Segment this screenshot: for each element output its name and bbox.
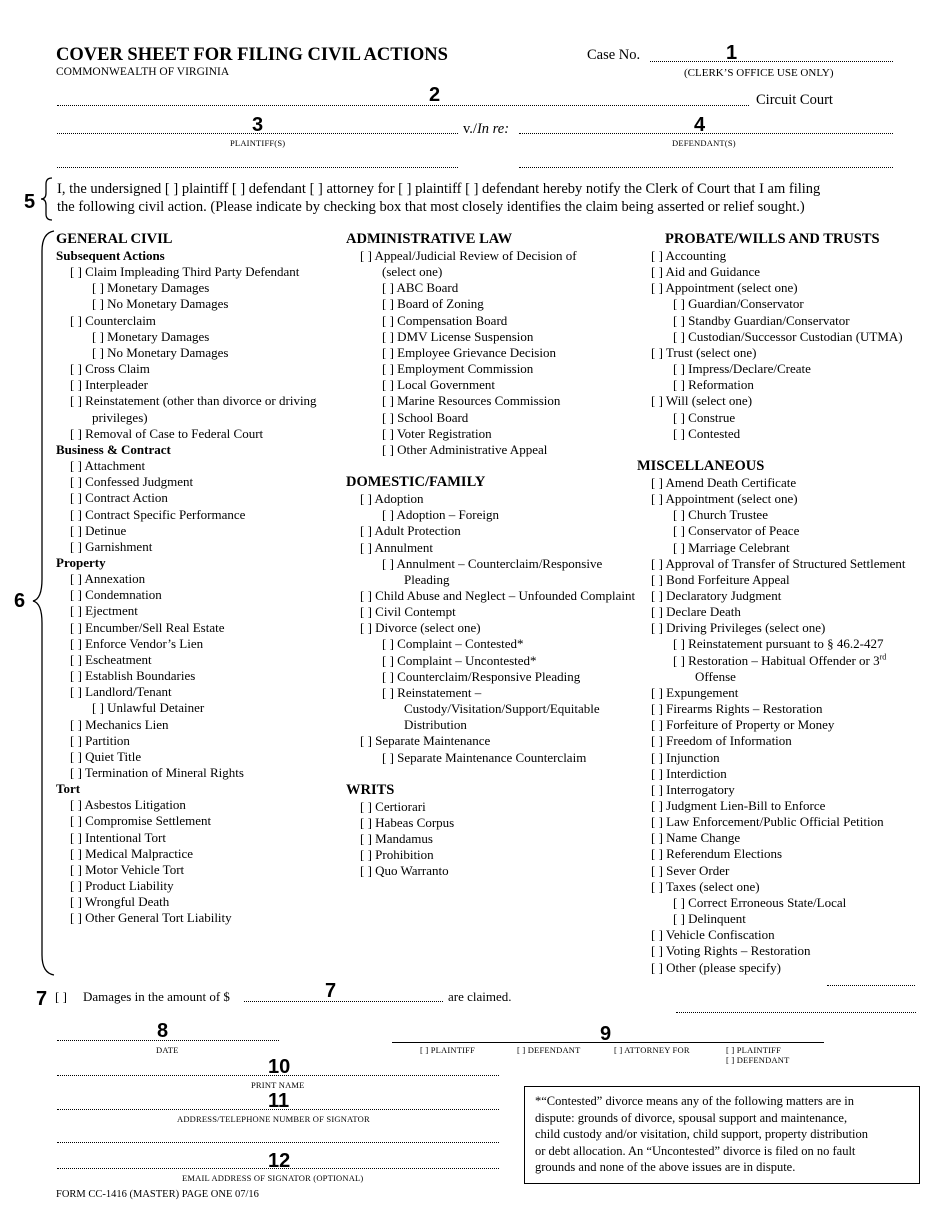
checkbox-item[interactable]: [ ] Amend Death Certificate bbox=[651, 474, 797, 490]
checkbox-item[interactable]: [ ] Referendum Elections bbox=[651, 846, 783, 862]
checkbox-item[interactable]: [ ] Mechanics Lien bbox=[70, 716, 169, 732]
checkbox-item[interactable]: [ ] Guardian/Conservator bbox=[673, 296, 804, 312]
damages-checkbox[interactable]: [ ] bbox=[55, 989, 67, 1004]
checkbox-item[interactable]: [ ] Claim Impleading Third Party Defendant bbox=[70, 264, 300, 280]
checkbox-item[interactable]: [ ] Adult Protection bbox=[360, 523, 461, 539]
checkbox-item[interactable]: [ ] DMV License Suspension bbox=[382, 328, 534, 344]
checkbox-item[interactable]: [ ] Quiet Title bbox=[70, 748, 142, 764]
other-specify-field-2[interactable] bbox=[676, 1012, 916, 1013]
checkbox-item[interactable]: [ ] School Board bbox=[382, 409, 469, 425]
checkbox-item[interactable]: [ ] Certiorari bbox=[360, 798, 426, 814]
checkbox-item[interactable]: [ ] Ejectment bbox=[70, 603, 138, 619]
checkbox-item[interactable]: [ ] Complaint – Uncontested* bbox=[382, 652, 537, 668]
admin-domestic-column bbox=[346, 231, 636, 879]
checkbox-item[interactable]: [ ] Vehicle Confiscation bbox=[651, 927, 775, 943]
checkbox-item[interactable]: [ ] Bond Forfeiture Appeal bbox=[651, 571, 790, 587]
form-subtitle: COMMONWEALTH OF VIRGINIA bbox=[56, 66, 230, 78]
checkbox-item[interactable]: [ ] Interdiction bbox=[651, 765, 727, 781]
checkbox-item[interactable]: [ ] Employment Commission bbox=[382, 361, 534, 377]
sig-plaintiff[interactable]: [ ] PLAINTIFF bbox=[420, 1045, 476, 1055]
checkbox-item[interactable]: [ ] Board of Zoning bbox=[382, 296, 484, 312]
checkbox-item[interactable]: [ ] Trust (select one) bbox=[651, 344, 757, 360]
misc-heading: MISCELLANEOUS bbox=[637, 457, 765, 474]
checkbox-item[interactable]: [ ] Other (please specify) bbox=[651, 959, 781, 975]
probate-heading: PROBATE/WILLS AND TRUSTS bbox=[665, 231, 880, 247]
checkbox-item[interactable]: [ ] Standby Guardian/Conservator bbox=[673, 312, 850, 328]
checkbox-item[interactable]: [ ] Counterclaim bbox=[70, 312, 156, 328]
checkbox-item[interactable]: [ ] Quo Warranto bbox=[360, 863, 449, 879]
marker-5: 5 bbox=[24, 191, 36, 213]
checkbox-item[interactable]: [ ] Habeas Corpus bbox=[360, 814, 455, 830]
checkbox-item[interactable]: [ ] Counterclaim/Responsive Pleading bbox=[382, 668, 581, 684]
note-line: or debt allocation. An “Uncontested” divorce is filed on no fault bbox=[535, 1143, 856, 1158]
marker-8: 8 bbox=[157, 1020, 169, 1042]
checkbox-item[interactable]: [ ] Product Liability bbox=[70, 878, 174, 894]
checkbox-item[interactable]: [ ] Correct Erroneous State/Local bbox=[673, 894, 847, 910]
defendant-field-2[interactable] bbox=[519, 167, 893, 168]
damages-post: are claimed. bbox=[448, 989, 512, 1004]
case-no-label: Case No. bbox=[587, 47, 641, 63]
checkbox-item[interactable]: [ ] Removal of Case to Federal Court bbox=[70, 425, 264, 441]
checkbox-item[interactable]: [ ] Other General Tort Liability bbox=[70, 910, 232, 926]
checkbox-item[interactable]: [ ] Reinstatement pursuant to § 46.2-427 bbox=[673, 636, 884, 652]
case-no-field[interactable] bbox=[650, 61, 893, 62]
note-line: grounds and none of the above issues are in dispute. bbox=[535, 1160, 796, 1174]
checkbox-item[interactable]: [ ] Motor Vehicle Tort bbox=[70, 861, 185, 877]
checkbox-item[interactable]: [ ] Appointment (select one) bbox=[651, 280, 798, 296]
checkbox-item[interactable]: [ ] Adoption bbox=[360, 491, 424, 507]
checkbox-item[interactable]: [ ] Adoption – Foreign bbox=[382, 507, 499, 523]
date-label: DATE bbox=[156, 1045, 179, 1055]
marker-11: 11 bbox=[268, 1090, 290, 1112]
in-re-text: In re: bbox=[476, 121, 510, 137]
checkbox-item[interactable]: [ ] Voter Registration bbox=[382, 425, 492, 441]
checkbox-item[interactable]: [ ] Unlawful Detainer bbox=[92, 700, 205, 716]
checkbox-item[interactable]: [ ] Detinue bbox=[70, 522, 127, 538]
checkbox-item[interactable]: [ ] Forfeiture of Property or Money bbox=[651, 717, 835, 733]
checkbox-item[interactable]: [ ] Accounting bbox=[651, 248, 727, 263]
checkbox-item[interactable]: [ ] Reinstatement (other than divorce or driving privileges) bbox=[70, 393, 317, 425]
checkbox-item[interactable]: [ ] Prohibition bbox=[360, 847, 434, 863]
subsequent-actions-heading: Subsequent Actions bbox=[56, 248, 165, 263]
brace-6-icon bbox=[30, 229, 58, 977]
checkbox-item[interactable]: [ ] Driving Privileges (select one) bbox=[651, 620, 826, 636]
checkbox-item[interactable]: [ ] Civil Contempt bbox=[360, 604, 456, 620]
checkbox-item[interactable]: [ ] Annulment bbox=[360, 539, 433, 555]
checkbox-item[interactable]: [ ] Judgment Lien-Bill to Enforce bbox=[651, 798, 826, 813]
checkbox-item[interactable]: [ ] Name Change bbox=[651, 830, 741, 846]
plaintiff-field-2[interactable] bbox=[57, 167, 458, 168]
note-line: *“Contested” divorce means any of the following matters are in bbox=[535, 1094, 854, 1108]
writs-heading: WRITS bbox=[346, 781, 395, 798]
checkbox-item[interactable]: [ ] ABC Board bbox=[382, 280, 459, 296]
checkbox-item[interactable]: [ ] Reinstatement – Custody/Visitation/Support/Equitable Distribution bbox=[382, 684, 600, 733]
checkbox-item[interactable]: [ ] Declare Death bbox=[651, 604, 741, 620]
checkbox-item[interactable]: [ ] Appointment (select one) bbox=[651, 491, 798, 507]
marker-4: 4 bbox=[694, 114, 706, 136]
address-label: ADDRESS/TELEPHONE NUMBER OF SIGNATOR bbox=[177, 1114, 370, 1124]
checkbox-item[interactable]: [ ] Firearms Rights – Restoration bbox=[651, 701, 823, 717]
print-name-label: PRINT NAME bbox=[251, 1080, 305, 1090]
checkbox-item[interactable]: [ ] Delinquent bbox=[673, 911, 746, 927]
admin-select-one: (select one) bbox=[382, 264, 443, 280]
checkbox-item[interactable]: [ ] Monetary Damages bbox=[92, 280, 210, 296]
checkbox-item[interactable]: [ ] Annulment – Counterclaim/Responsive Pleading bbox=[382, 555, 603, 587]
checkbox-item[interactable]: [ ] Church Trustee bbox=[673, 507, 768, 523]
checkbox-item[interactable]: [ ] Medical Malpractice bbox=[70, 845, 194, 861]
note-line: dispute: grounds of divorce, spousal support and maintenance, bbox=[535, 1110, 848, 1125]
checkbox-item[interactable]: [ ] Cross Claim bbox=[70, 361, 150, 377]
damages-amount-field[interactable] bbox=[244, 1001, 443, 1002]
vs-text: v./ bbox=[463, 121, 477, 137]
checkbox-item[interactable]: [ ] Confessed Judgment bbox=[70, 474, 194, 490]
sig-att-plaintiff[interactable]: [ ] PLAINTIFF bbox=[726, 1045, 782, 1055]
business-contract-heading: Business & Contract bbox=[56, 441, 171, 457]
checkbox-item[interactable]: [ ] Other Administrative Appeal bbox=[382, 441, 548, 457]
marker-7b: 7 bbox=[325, 980, 337, 1002]
checkbox-item[interactable]: [ ] Law Enforcement/Public Official Petition bbox=[651, 814, 884, 830]
checkbox-item[interactable]: [ ] Mandamus bbox=[360, 831, 433, 846]
circuit-court-label: Circuit Court bbox=[756, 92, 833, 108]
domestic-heading: DOMESTIC/FAMILY bbox=[346, 474, 486, 491]
checkbox-item[interactable]: [ ] Wrongful Death bbox=[70, 894, 170, 910]
restoration-sup: rd bbox=[879, 652, 887, 662]
checkbox-item[interactable]: [ ] Compromise Settlement bbox=[70, 813, 212, 829]
checkbox-item[interactable]: [ ] Reformation bbox=[673, 377, 754, 393]
checkbox-item[interactable]: [ ] Contract Action bbox=[70, 490, 168, 506]
sig-defendant[interactable]: [ ] DEFENDANT bbox=[517, 1045, 581, 1055]
marker-10: 10 bbox=[268, 1056, 291, 1078]
checkbox-item[interactable]: [ ] Intentional Tort bbox=[70, 829, 166, 845]
marker-3: 3 bbox=[252, 114, 264, 136]
marker-9: 9 bbox=[600, 1023, 612, 1045]
checkbox-item[interactable]: [ ] Interrogatory bbox=[651, 781, 735, 797]
defendant-field[interactable] bbox=[519, 133, 893, 134]
property-heading: Property bbox=[56, 554, 106, 570]
checkbox-item[interactable]: [ ] Employee Grievance Decision bbox=[382, 344, 556, 360]
checkbox-item[interactable]: [ ] Impress/Declare/Create bbox=[673, 361, 811, 377]
checkbox-item[interactable]: [ ] Condemnation bbox=[70, 587, 162, 603]
checkbox-item[interactable]: [ ] Will (select one) bbox=[651, 393, 753, 409]
marker-1: 1 bbox=[726, 42, 738, 64]
sig-attorney-for[interactable]: [ ] ATTORNEY FOR bbox=[614, 1045, 690, 1055]
checkbox-item[interactable]: [ ] Establish Boundaries bbox=[70, 668, 196, 684]
checkbox-item[interactable]: [ ] Partition bbox=[70, 732, 130, 748]
checkbox-item[interactable]: [ ] Divorce (select one) bbox=[360, 620, 481, 636]
checkbox-item[interactable]: [ ] Sever Order bbox=[651, 862, 730, 878]
marker-6: 6 bbox=[14, 590, 26, 612]
checkbox-item[interactable]: [ ] Interpleader bbox=[70, 377, 148, 393]
checkbox-item[interactable] bbox=[637, 653, 937, 669]
probate-misc-column bbox=[637, 231, 937, 976]
checkbox-item[interactable]: [ ] Complaint – Contested* bbox=[382, 636, 524, 652]
admin-law-heading: ADMINISTRATIVE LAW bbox=[346, 231, 513, 247]
checkbox-item[interactable]: [ ] Attachment bbox=[70, 458, 146, 474]
checkbox-item[interactable]: [ ] No Monetary Damages bbox=[92, 344, 229, 360]
circuit-court-field[interactable] bbox=[57, 105, 749, 106]
general-civil-column bbox=[56, 231, 341, 927]
address-field-2[interactable] bbox=[57, 1142, 499, 1143]
checkbox-item[interactable]: [ ] Separate Maintenance Counterclaim bbox=[382, 749, 587, 765]
checkbox-item[interactable]: [ ] Garnishment bbox=[70, 538, 153, 554]
checkbox-item[interactable]: [ ] Marine Resources Commission bbox=[382, 393, 561, 409]
damages-label: Damages in the amount of $ bbox=[83, 989, 230, 1004]
checkbox-item[interactable]: [ ] Expungement bbox=[651, 684, 739, 700]
checkbox-item[interactable]: [ ] Escheatment bbox=[70, 651, 152, 667]
vs-label bbox=[463, 121, 509, 138]
plaintiffs-label: PLAINTIFF(S) bbox=[230, 138, 286, 148]
checkbox-item[interactable]: [ ] Approval of Transfer of Structured Settlement bbox=[651, 555, 906, 571]
brace-5-icon bbox=[38, 176, 56, 222]
contested-note-box bbox=[524, 1086, 920, 1184]
restoration-text: [ ] Restoration – Habitual Offender or 3 bbox=[673, 652, 880, 668]
intro-line-2: the following civil action. (Please indicate by checking box that most closely identifies the claim being asserted or relief sought.) bbox=[57, 199, 805, 215]
form-title: COVER SHEET FOR FILING CIVIL ACTIONS bbox=[56, 45, 448, 65]
checkbox-item[interactable]: [ ] Separate Maintenance bbox=[360, 733, 491, 749]
checkbox-item[interactable]: [ ] Appeal/Judicial Review of Decision of bbox=[360, 248, 577, 263]
restoration-cont: Offense bbox=[695, 668, 736, 684]
checkbox-item[interactable]: [ ] Annexation bbox=[70, 571, 146, 587]
checkbox-item[interactable]: [ ] Custodian/Successor Custodian (UTMA) bbox=[673, 328, 903, 344]
checkbox-item[interactable]: [ ] Contract Specific Performance bbox=[70, 506, 246, 522]
checkbox-item[interactable]: [ ] Voting Rights – Restoration bbox=[651, 943, 811, 959]
sig-att-defendant[interactable]: [ ] DEFENDANT bbox=[726, 1055, 790, 1065]
marker-2: 2 bbox=[429, 84, 441, 106]
email-label: EMAIL ADDRESS OF SIGNATOR (OPTIONAL) bbox=[182, 1173, 364, 1183]
checkbox-item[interactable]: [ ] Marriage Celebrant bbox=[673, 539, 790, 555]
checkbox-item[interactable]: [ ] Compensation Board bbox=[382, 312, 508, 328]
checkbox-item[interactable]: [ ] Local Government bbox=[382, 377, 495, 393]
marker-12: 12 bbox=[268, 1150, 291, 1172]
note-line: child custody and/or visitation, child support, property distribution bbox=[535, 1127, 868, 1141]
marker-7a: 7 bbox=[36, 988, 48, 1010]
checkbox-item[interactable]: [ ] Contested bbox=[673, 425, 741, 441]
defendants-label: DEFENDANT(S) bbox=[672, 138, 736, 148]
checkbox-item[interactable]: [ ] Termination of Mineral Rights bbox=[70, 765, 244, 780]
checkbox-item[interactable]: [ ] Taxes (select one) bbox=[651, 878, 760, 894]
checkbox-item[interactable]: [ ] Construe bbox=[673, 409, 736, 425]
checkbox-item[interactable]: [ ] Child Abuse and Neglect – Unfounded Complaint bbox=[360, 587, 636, 603]
checkbox-item[interactable]: [ ] Conservator of Peace bbox=[673, 523, 800, 539]
tort-heading: Tort bbox=[56, 781, 81, 797]
checkbox-item[interactable]: [ ] Injunction bbox=[651, 749, 720, 765]
checkbox-item[interactable]: [ ] Asbestos Litigation bbox=[70, 797, 186, 813]
checkbox-item[interactable]: [ ] Monetary Damages bbox=[92, 328, 210, 344]
checkbox-item[interactable]: [ ] Enforce Vendor’s Lien bbox=[70, 635, 204, 651]
intro-line-1: I, the undersigned [ ] plaintiff [ ] defendant [ ] attorney for [ ] plaintiff [ ] defendant hereby notify the Clerk of Court that I am filing bbox=[57, 181, 821, 197]
general-civil-heading: GENERAL CIVIL bbox=[56, 231, 173, 247]
checkbox-item[interactable]: [ ] Encumber/Sell Real Estate bbox=[70, 619, 225, 635]
checkbox-item[interactable]: [ ] Freedom of Information bbox=[651, 733, 792, 749]
checkbox-item[interactable]: [ ] Aid and Guidance bbox=[651, 264, 761, 280]
form-footer: FORM CC-1416 (MASTER) PAGE ONE 07/16 bbox=[56, 1189, 259, 1200]
other-specify-field[interactable] bbox=[827, 985, 915, 986]
checkbox-item[interactable]: [ ] Declaratory Judgment bbox=[651, 587, 782, 603]
checkbox-item[interactable]: [ ] Landlord/Tenant bbox=[70, 684, 172, 700]
checkbox-item[interactable]: [ ] No Monetary Damages bbox=[92, 296, 229, 312]
clerk-use-label: (CLERK’S OFFICE USE ONLY) bbox=[684, 67, 834, 79]
